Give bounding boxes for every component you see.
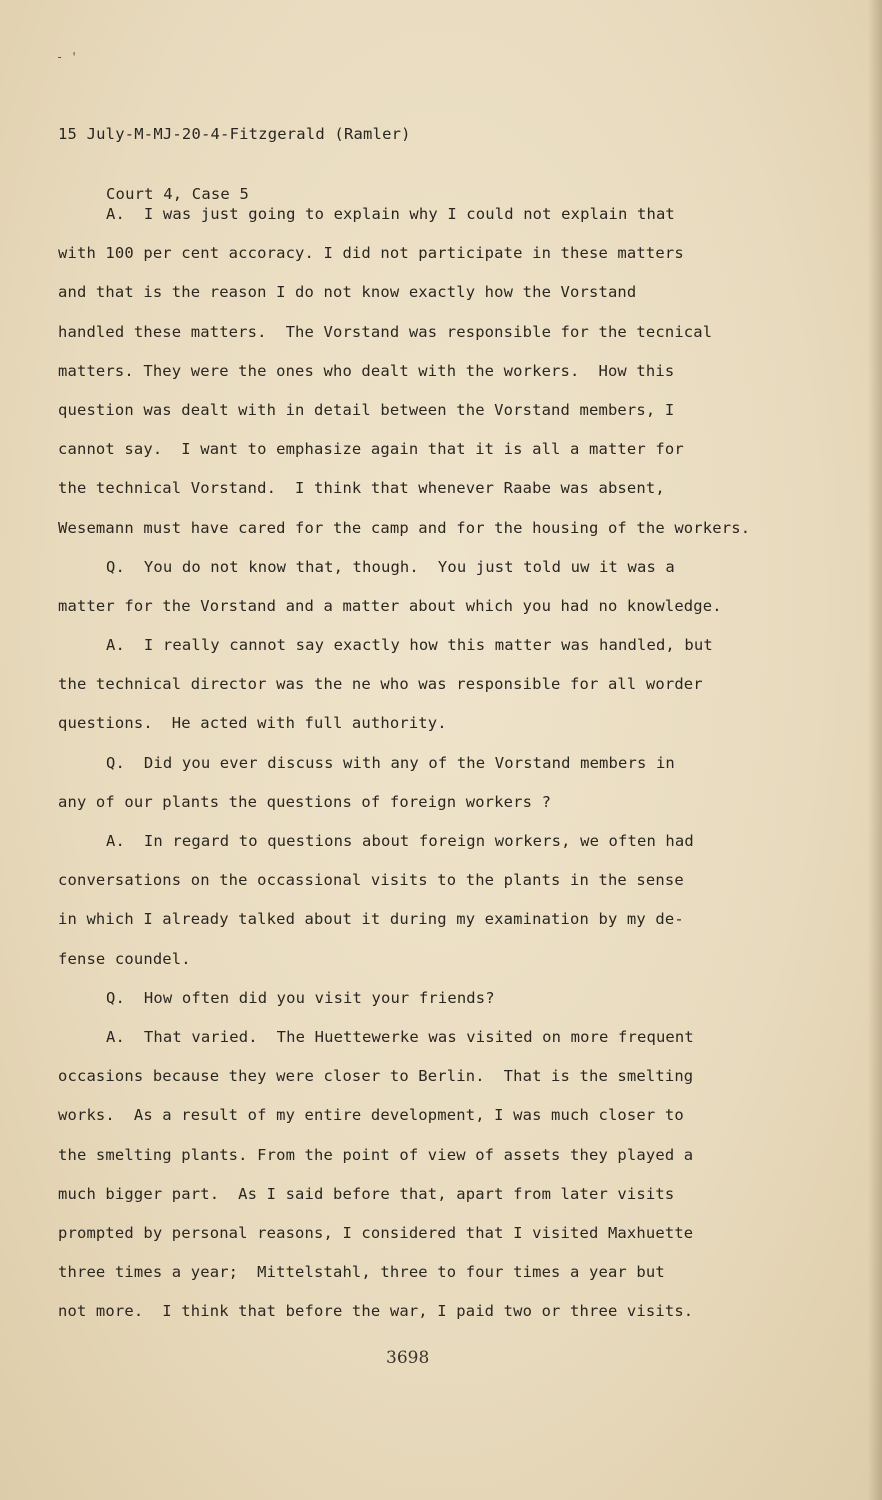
transcript-line: the smelting plants. From the point of view of assets they played a: [58, 1145, 694, 1164]
transcript-line: Q. Did you ever discuss with any of the Vorstand members in: [106, 753, 675, 772]
transcript-line: the technical director was the ne who was responsible for all worder: [58, 675, 703, 694]
transcript-line: prompted by personal reasons, I considered that I visited Maxhuette: [58, 1223, 694, 1242]
transcript-line: conversations on the occassional visits to the plants in the sense: [58, 871, 684, 890]
transcript-line: any of our plants the questions of foreign workers ?: [58, 792, 552, 811]
transcript-line: question was dealt with in detail between the Vorstand members, I: [58, 400, 675, 419]
page-edge-shadow: [868, 0, 882, 1500]
transcript-line: with 100 per cent accoracy. I did not participate in these matters: [58, 244, 684, 263]
transcript-line: matters. They were the ones who dealt with the workers. How this: [58, 361, 675, 380]
page-number: 3698: [386, 1348, 430, 1368]
transcript-line: cannot say. I want to emphasize again that it is all a matter for: [58, 440, 684, 459]
header-line-1: 15 July-M-MJ-20-4-Fitzgerald (Ramler): [58, 125, 411, 143]
transcript-line: Q. You do not know that, though. You just told uw it was a: [106, 557, 675, 576]
stray-mark: - ': [56, 50, 78, 64]
transcript-line: much bigger part. As I said before that, apart from later visits: [58, 1184, 675, 1203]
transcript-line: A. In regard to questions about foreign workers, we often had: [106, 832, 694, 850]
transcript-line: not more. I think that before the war, I paid two or three visits.: [58, 1302, 694, 1321]
transcript-line: A. I really cannot say exactly how this matter was handled, but: [106, 636, 713, 655]
transcript-line: A. I was just going to explain why I could not explain that: [106, 205, 675, 223]
transcript-line: and that is the reason I do not know exactly how the Vorstand: [58, 283, 637, 302]
transcript-line: A. That varied. The Huettewerke was visited on more frequent: [106, 1027, 694, 1046]
transcript-line: three times a year; Mittelstahl, three to four times a year but: [58, 1263, 665, 1282]
transcript-line: Wesemann must have cared for the camp and for the housing of the workers.: [58, 518, 751, 537]
transcript-line: in which I already talked about it during my examination by my de-: [58, 910, 684, 929]
transcript-line: handled these matters. The Vorstand was responsible for the tecnical: [58, 322, 713, 341]
transcript-line: fense coundel.: [58, 949, 191, 968]
transcript-line: questions. He acted with full authority.: [58, 714, 447, 733]
transcript-line: Q. How often did you visit your friends?: [106, 988, 495, 1007]
transcript-line: works. As a result of my entire development, I was much closer to: [58, 1106, 684, 1125]
transcript-line: occasions because they were closer to Berlin. That is the smelting: [58, 1067, 694, 1086]
transcript-body: [58, 195, 758, 1331]
transcript-line: the technical Vorstand. I think that whenever Raabe was absent,: [58, 479, 665, 498]
transcript-line: matter for the Vorstand and a matter about which you had no knowledge.: [58, 596, 722, 615]
header-line-2: Court 4, Case 5: [106, 185, 249, 203]
